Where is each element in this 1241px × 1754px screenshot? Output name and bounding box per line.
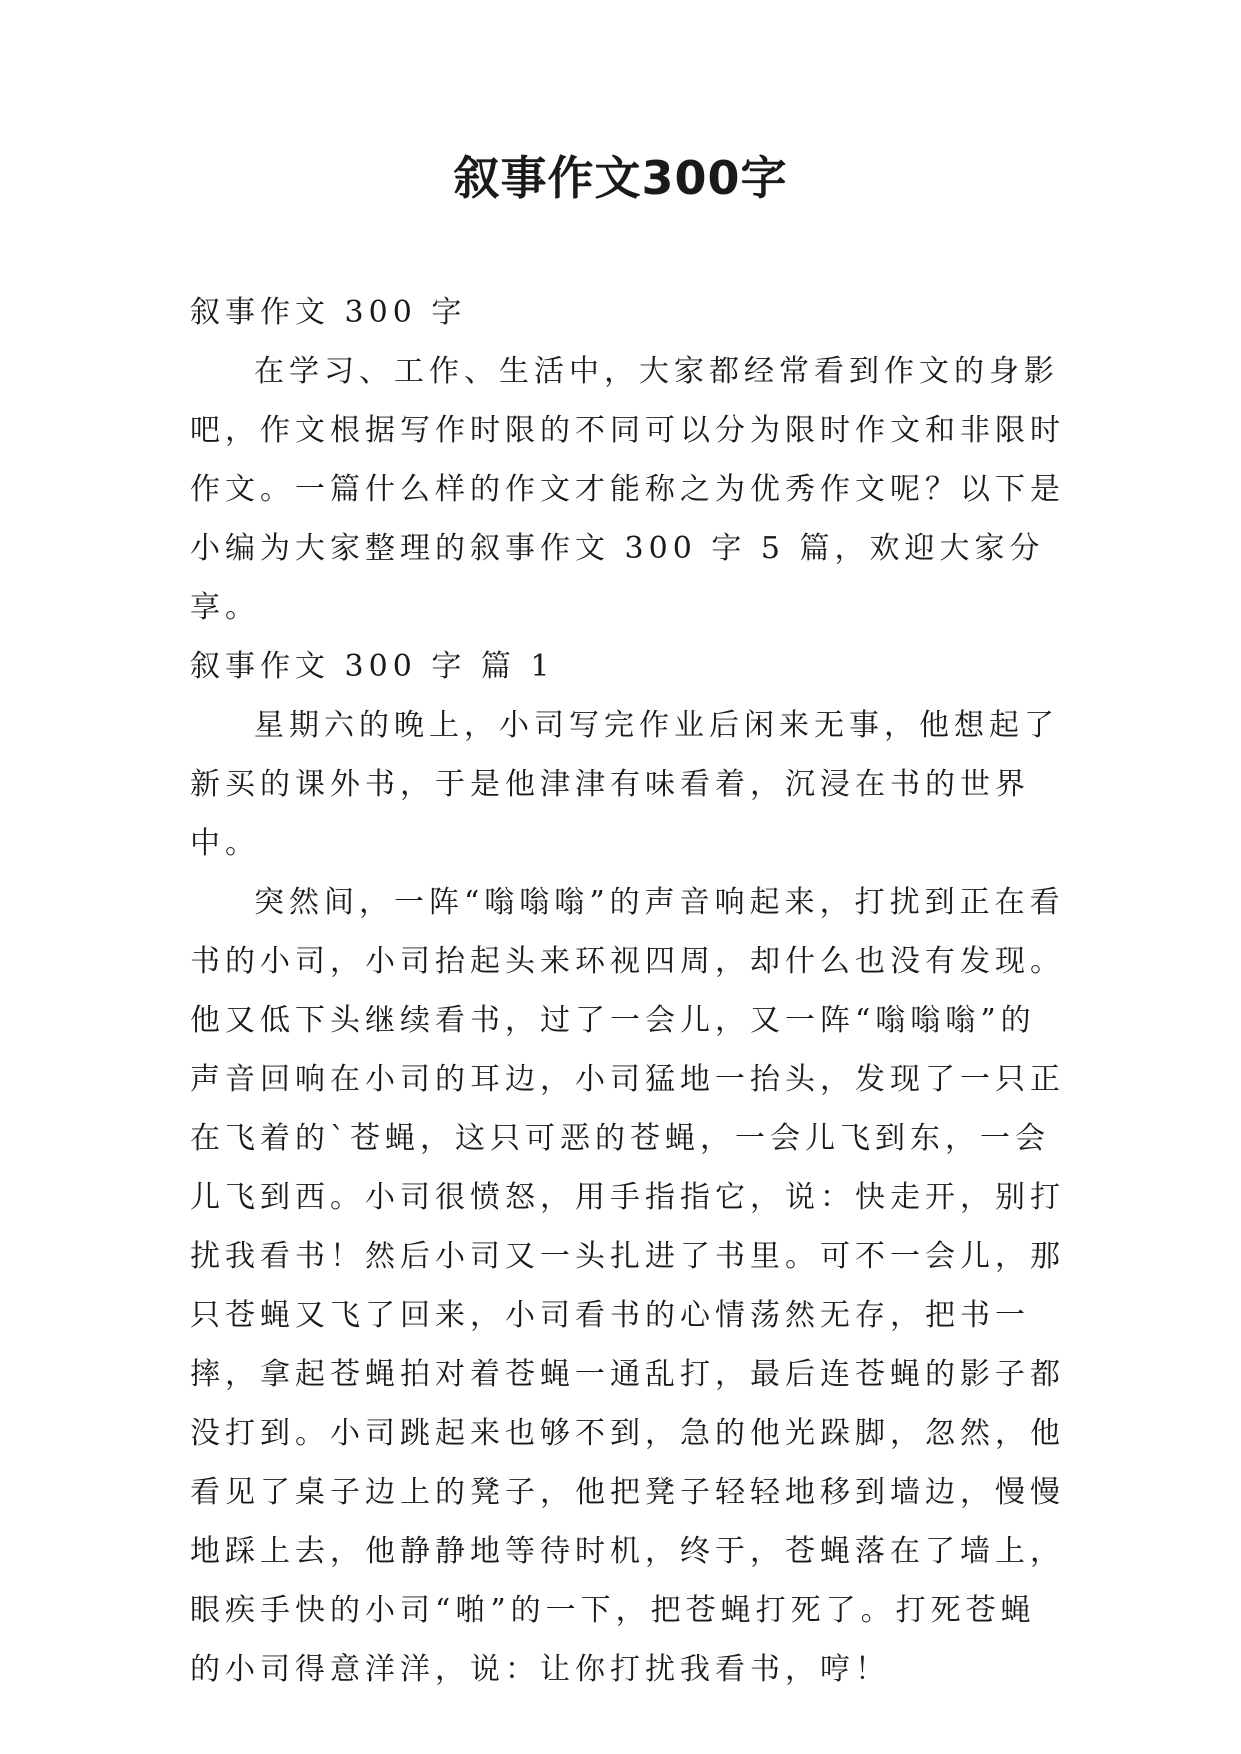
document-title: 叙事作文300字 — [453, 151, 788, 205]
essay-subtitle: 叙事作文 300 字 — [190, 295, 467, 330]
document-body — [190, 283, 1070, 1699]
section-heading: 叙事作文 300 字 篇 1 — [190, 649, 555, 684]
body-paragraph: 突然间，一阵“嗡嗡嗡”的声音响起来，打扰到正在看书的小司，小司抬起头来环视四周，却什么也没有发现。他又低下头继续看书，过了一会儿，又一阵“嗡嗡嗡”的声音回响在小司的耳边，小司猛地一抬头，发现了一只正在飞着的`苍蝇，这只可恶的苍蝇，一会儿飞到东，一会儿飞到西。小司很愤怒，用手指指它，说：快走开，别打扰我看书！然后小司又一头扎进了书里。可不一会儿，那只苍蝇又飞了回来，小司看书的心情荡然无存，把书一摔，拿起苍蝇拍对着苍蝇一通乱打，最后连苍蝇的影子都没打到。小司跳起来也够不到，急的他光跺脚，忽然，他看见了桌子边上的凳子，他把凳子轻轻地移到墙边，慢慢地踩上去，他静静地等待时机，终于，苍蝇落在了墙上，眼疾手快的小司“啪”的一下，把苍蝇打死了。打死苍蝇的小司得意洋洋，说：让你打扰我看书，哼！ — [190, 885, 1065, 1687]
intro-paragraph: 在学习、工作、生活中，大家都经常看到作文的身影吧，作文根据写作时限的不同可以分为限时作文和非限时作文。一篇什么样的作文才能称之为优秀作文呢？以下是小编为大家整理的叙事作文 300 字 5 篇，欢迎大家分享。 — [190, 354, 1065, 625]
body-paragraph: 星期六的晚上，小司写完作业后闲来无事，他想起了新买的课外书，于是他津津有味看着，沉浸在书的世界中。 — [190, 708, 1059, 861]
